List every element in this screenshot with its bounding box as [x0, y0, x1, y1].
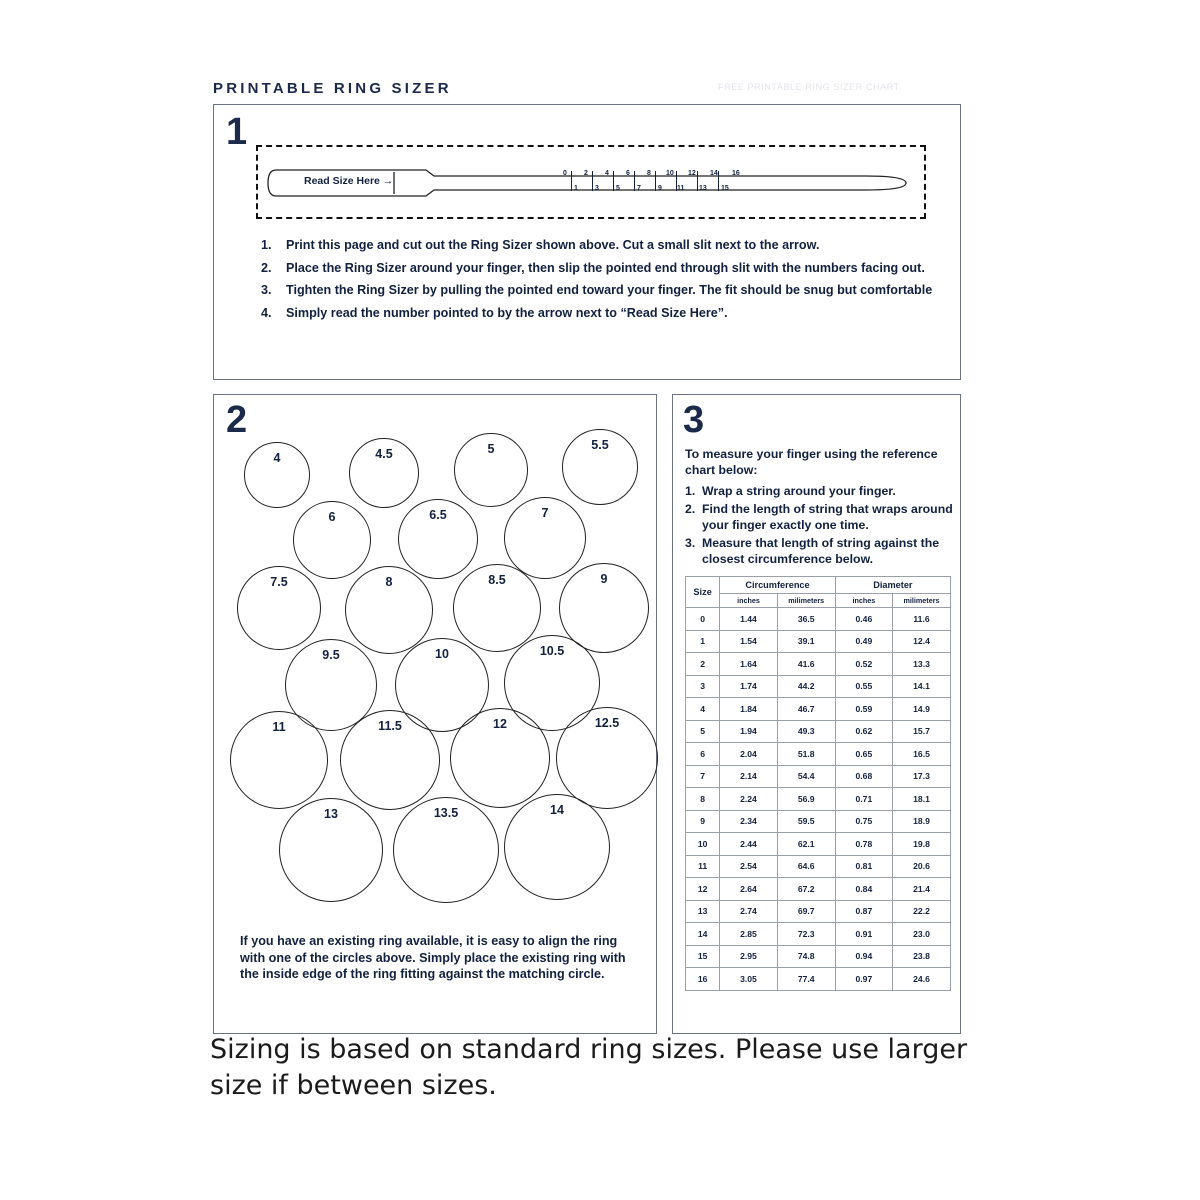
cell-value: 77.4 — [777, 968, 835, 991]
instruction-marker: 2. — [261, 260, 272, 275]
cell-value: 0.84 — [835, 878, 892, 901]
step-1-instructions — [259, 237, 939, 327]
cell-value: 17.3 — [893, 765, 951, 788]
arrow-icon: → — [382, 175, 394, 187]
instruction-text: Measure that length of string against the closest circumference below. — [702, 535, 940, 566]
cell-value: 62.1 — [777, 833, 835, 856]
cell-value: 0.87 — [835, 900, 892, 923]
cell-value: 41.6 — [777, 653, 835, 676]
table-header-sub-row — [686, 594, 951, 608]
cell-size: 11 — [686, 855, 720, 878]
cell-value: 0.75 — [835, 810, 892, 833]
cell-value: 39.1 — [777, 630, 835, 653]
subheader-circ-mm: milimeters — [777, 594, 835, 608]
cell-size: 14 — [686, 923, 720, 946]
table-row — [686, 878, 951, 901]
instruction-marker: 2. — [685, 501, 696, 516]
subheader-diam-inches: inches — [835, 594, 892, 608]
table-row — [686, 630, 951, 653]
cell-value: 0.81 — [835, 855, 892, 878]
table-row — [686, 900, 951, 923]
cell-value: 0.46 — [835, 608, 892, 631]
instruction-text: Find the length of string that wraps around your finger exactly one time. — [702, 501, 953, 532]
cell-value: 21.4 — [893, 878, 951, 901]
ring-size-label: 4.5 — [375, 447, 393, 461]
cell-value: 74.8 — [777, 945, 835, 968]
ring-size-label: 14 — [550, 803, 564, 817]
cell-size: 3 — [686, 675, 720, 698]
step-1-number: 1 — [226, 111, 248, 153]
ring-size-label: 13.5 — [433, 806, 459, 820]
cell-value: 46.7 — [777, 698, 835, 721]
cell-value: 2.64 — [720, 878, 777, 901]
cell-value: 64.6 — [777, 855, 835, 878]
instruction-marker: 1. — [261, 238, 272, 252]
column-header-size: Size — [686, 577, 720, 608]
ring-size-reference-table — [685, 576, 951, 991]
table-row — [686, 923, 951, 946]
cell-value: 22.2 — [893, 900, 951, 923]
cell-size: 1 — [686, 630, 720, 653]
cell-value: 2.74 — [720, 900, 777, 923]
table-row — [686, 743, 951, 766]
cell-value: 20.6 — [893, 855, 951, 878]
instruction-item — [259, 237, 939, 254]
cell-value: 1.84 — [720, 698, 777, 721]
cell-value: 12.4 — [893, 630, 951, 653]
cell-size: 9 — [686, 810, 720, 833]
ring-size-label: 7.5 — [270, 575, 288, 589]
cell-value: 0.97 — [835, 968, 892, 991]
footer-note: Sizing is based on standard ring sizes. Please use larger size if between sizes. — [210, 1034, 968, 1101]
table-row — [686, 788, 951, 811]
ring-size-label: 12 — [493, 717, 507, 731]
cell-value: 0.49 — [835, 630, 892, 653]
cell-value: 51.8 — [777, 743, 835, 766]
ring-size-label: 7 — [541, 506, 549, 520]
cell-size: 12 — [686, 878, 720, 901]
cell-size: 10 — [686, 833, 720, 856]
cell-value: 1.74 — [720, 675, 777, 698]
cell-value: 2.04 — [720, 743, 777, 766]
cell-value: 72.3 — [777, 923, 835, 946]
cell-value: 0.91 — [835, 923, 892, 946]
cell-value: 67.2 — [777, 878, 835, 901]
table-row — [686, 608, 951, 631]
ring-size-label: 13 — [324, 807, 338, 821]
cell-size: 6 — [686, 743, 720, 766]
cell-value: 2.54 — [720, 855, 777, 878]
instruction-marker: 1. — [685, 484, 696, 498]
ruler-number-scale: 0 2 4 6 8 10 12 14 16 1 3 5 7 9 11 13 15 — [563, 170, 740, 192]
table-row — [686, 698, 951, 721]
ring-sizer-strip — [266, 162, 916, 204]
cell-value: 69.7 — [777, 900, 835, 923]
cell-value: 0.78 — [835, 833, 892, 856]
cell-value: 18.9 — [893, 810, 951, 833]
ring-size-label: 5 — [487, 442, 495, 456]
instruction-item — [259, 282, 939, 299]
instruction-item — [259, 260, 939, 277]
cell-value: 0.68 — [835, 765, 892, 788]
cell-size: 0 — [686, 608, 720, 631]
subheader-circ-inches: inches — [720, 594, 777, 608]
instruction-item — [685, 536, 960, 568]
cell-value: 1.94 — [720, 720, 777, 743]
cell-value: 0.71 — [835, 788, 892, 811]
ring-size-label: 9 — [600, 572, 608, 586]
instruction-text: Tighten the Ring Sizer by pulling the pointed end toward your finger. The fit should be snug but comfortable — [286, 283, 933, 298]
ring-size-label: 8.5 — [488, 573, 506, 587]
step-2-number: 2 — [226, 399, 248, 441]
cell-value: 0.65 — [835, 743, 892, 766]
table-row — [686, 855, 951, 878]
cell-value: 2.95 — [720, 945, 777, 968]
cell-size: 8 — [686, 788, 720, 811]
cell-value: 14.1 — [893, 675, 951, 698]
cell-size: 13 — [686, 900, 720, 923]
instruction-text: Print this page and cut out the Ring Sizer shown above. Cut a small slit next to the arrow. — [286, 238, 820, 252]
cell-value: 0.52 — [835, 653, 892, 676]
instruction-item — [685, 484, 960, 500]
cell-value: 11.6 — [893, 608, 951, 631]
table-row — [686, 653, 951, 676]
step-2-note: If you have an existing ring available, it is easy to align the ring with one of the circles above. Simply place the existing ring with the inside edge of the ring fitting against the matching circle. — [240, 934, 626, 982]
table-row — [686, 720, 951, 743]
cell-value: 2.34 — [720, 810, 777, 833]
cell-value: 19.8 — [893, 833, 951, 856]
cell-size: 16 — [686, 968, 720, 991]
cell-value: 56.9 — [777, 788, 835, 811]
cell-value: 1.54 — [720, 630, 777, 653]
ring-size-circles — [214, 395, 658, 935]
step-1-panel — [213, 104, 961, 380]
ring-size-label: 9.5 — [322, 648, 340, 662]
cell-value: 0.62 — [835, 720, 892, 743]
ring-size-label: 10 — [435, 647, 449, 661]
cell-value: 54.4 — [777, 765, 835, 788]
cell-value: 16.5 — [893, 743, 951, 766]
cell-size: 5 — [686, 720, 720, 743]
ring-size-label: 5.5 — [591, 438, 609, 452]
ring-size-label: 8 — [385, 575, 393, 589]
page-title: PRINTABLE RING SIZER — [213, 80, 452, 97]
instruction-marker: 4. — [261, 305, 272, 320]
cell-value: 2.85 — [720, 923, 777, 946]
read-size-here-label: Read Size Here → — [304, 175, 394, 187]
ring-size-label: 10.5 — [539, 644, 565, 658]
cell-value: 2.44 — [720, 833, 777, 856]
cell-value: 2.14 — [720, 765, 777, 788]
table-row — [686, 968, 951, 991]
step-3-panel — [672, 394, 961, 1034]
faint-watermark-text: FREE PRINTABLE RING SIZER CHART — [718, 82, 900, 92]
table-row — [686, 675, 951, 698]
instruction-text: Place the Ring Sizer around your finger, then slip the pointed end through slit with the numbers facing out. — [286, 260, 925, 275]
cell-value: 14.9 — [893, 698, 951, 721]
cell-value: 0.59 — [835, 698, 892, 721]
instruction-item — [259, 305, 939, 322]
ring-size-label: 4 — [273, 451, 281, 465]
cell-value: 0.55 — [835, 675, 892, 698]
instruction-text: Simply read the number pointed to by the arrow next to “Read Size Here”. — [286, 305, 728, 320]
cell-value: 0.94 — [835, 945, 892, 968]
cell-value: 44.2 — [777, 675, 835, 698]
cell-size: 15 — [686, 945, 720, 968]
column-header-diameter: Diameter — [835, 577, 950, 594]
cell-value: 3.05 — [720, 968, 777, 991]
cell-value: 15.7 — [893, 720, 951, 743]
cell-value: 2.24 — [720, 788, 777, 811]
cell-value: 23.0 — [893, 923, 951, 946]
ring-size-label: 6 — [328, 510, 336, 524]
cell-value: 13.3 — [893, 653, 951, 676]
instruction-marker: 3. — [685, 535, 696, 550]
table-row — [686, 765, 951, 788]
cell-value: 1.64 — [720, 653, 777, 676]
table-row — [686, 945, 951, 968]
step-3-intro-text: To measure your finger using the reference chart below: — [685, 447, 938, 477]
cell-value: 36.5 — [777, 608, 835, 631]
cell-value: 23.8 — [893, 945, 951, 968]
table-row — [686, 810, 951, 833]
instruction-text: Wrap a string around your finger. — [702, 484, 896, 498]
instruction-marker: 3. — [261, 283, 272, 298]
ring-size-label: 12.5 — [594, 716, 620, 730]
instruction-item — [685, 502, 960, 534]
subheader-diam-mm: milimeters — [893, 594, 951, 608]
cell-value: 18.1 — [893, 788, 951, 811]
cell-size: 2 — [686, 653, 720, 676]
step-3-number: 3 — [683, 399, 705, 441]
table-header-group-row — [686, 577, 951, 594]
cell-value: 1.44 — [720, 608, 777, 631]
cell-value: 59.5 — [777, 810, 835, 833]
cell-value: 49.3 — [777, 720, 835, 743]
table-row — [686, 833, 951, 856]
cell-size: 4 — [686, 698, 720, 721]
step-3-instructions — [685, 484, 960, 570]
ring-size-label: 11.5 — [378, 719, 402, 733]
ring-size-label: 6.5 — [429, 508, 447, 522]
ring-size-label: 11 — [272, 720, 286, 734]
column-header-circumference: Circumference — [720, 577, 835, 594]
cell-value: 24.6 — [893, 968, 951, 991]
cell-size: 7 — [686, 765, 720, 788]
step-2-panel — [213, 394, 657, 1034]
